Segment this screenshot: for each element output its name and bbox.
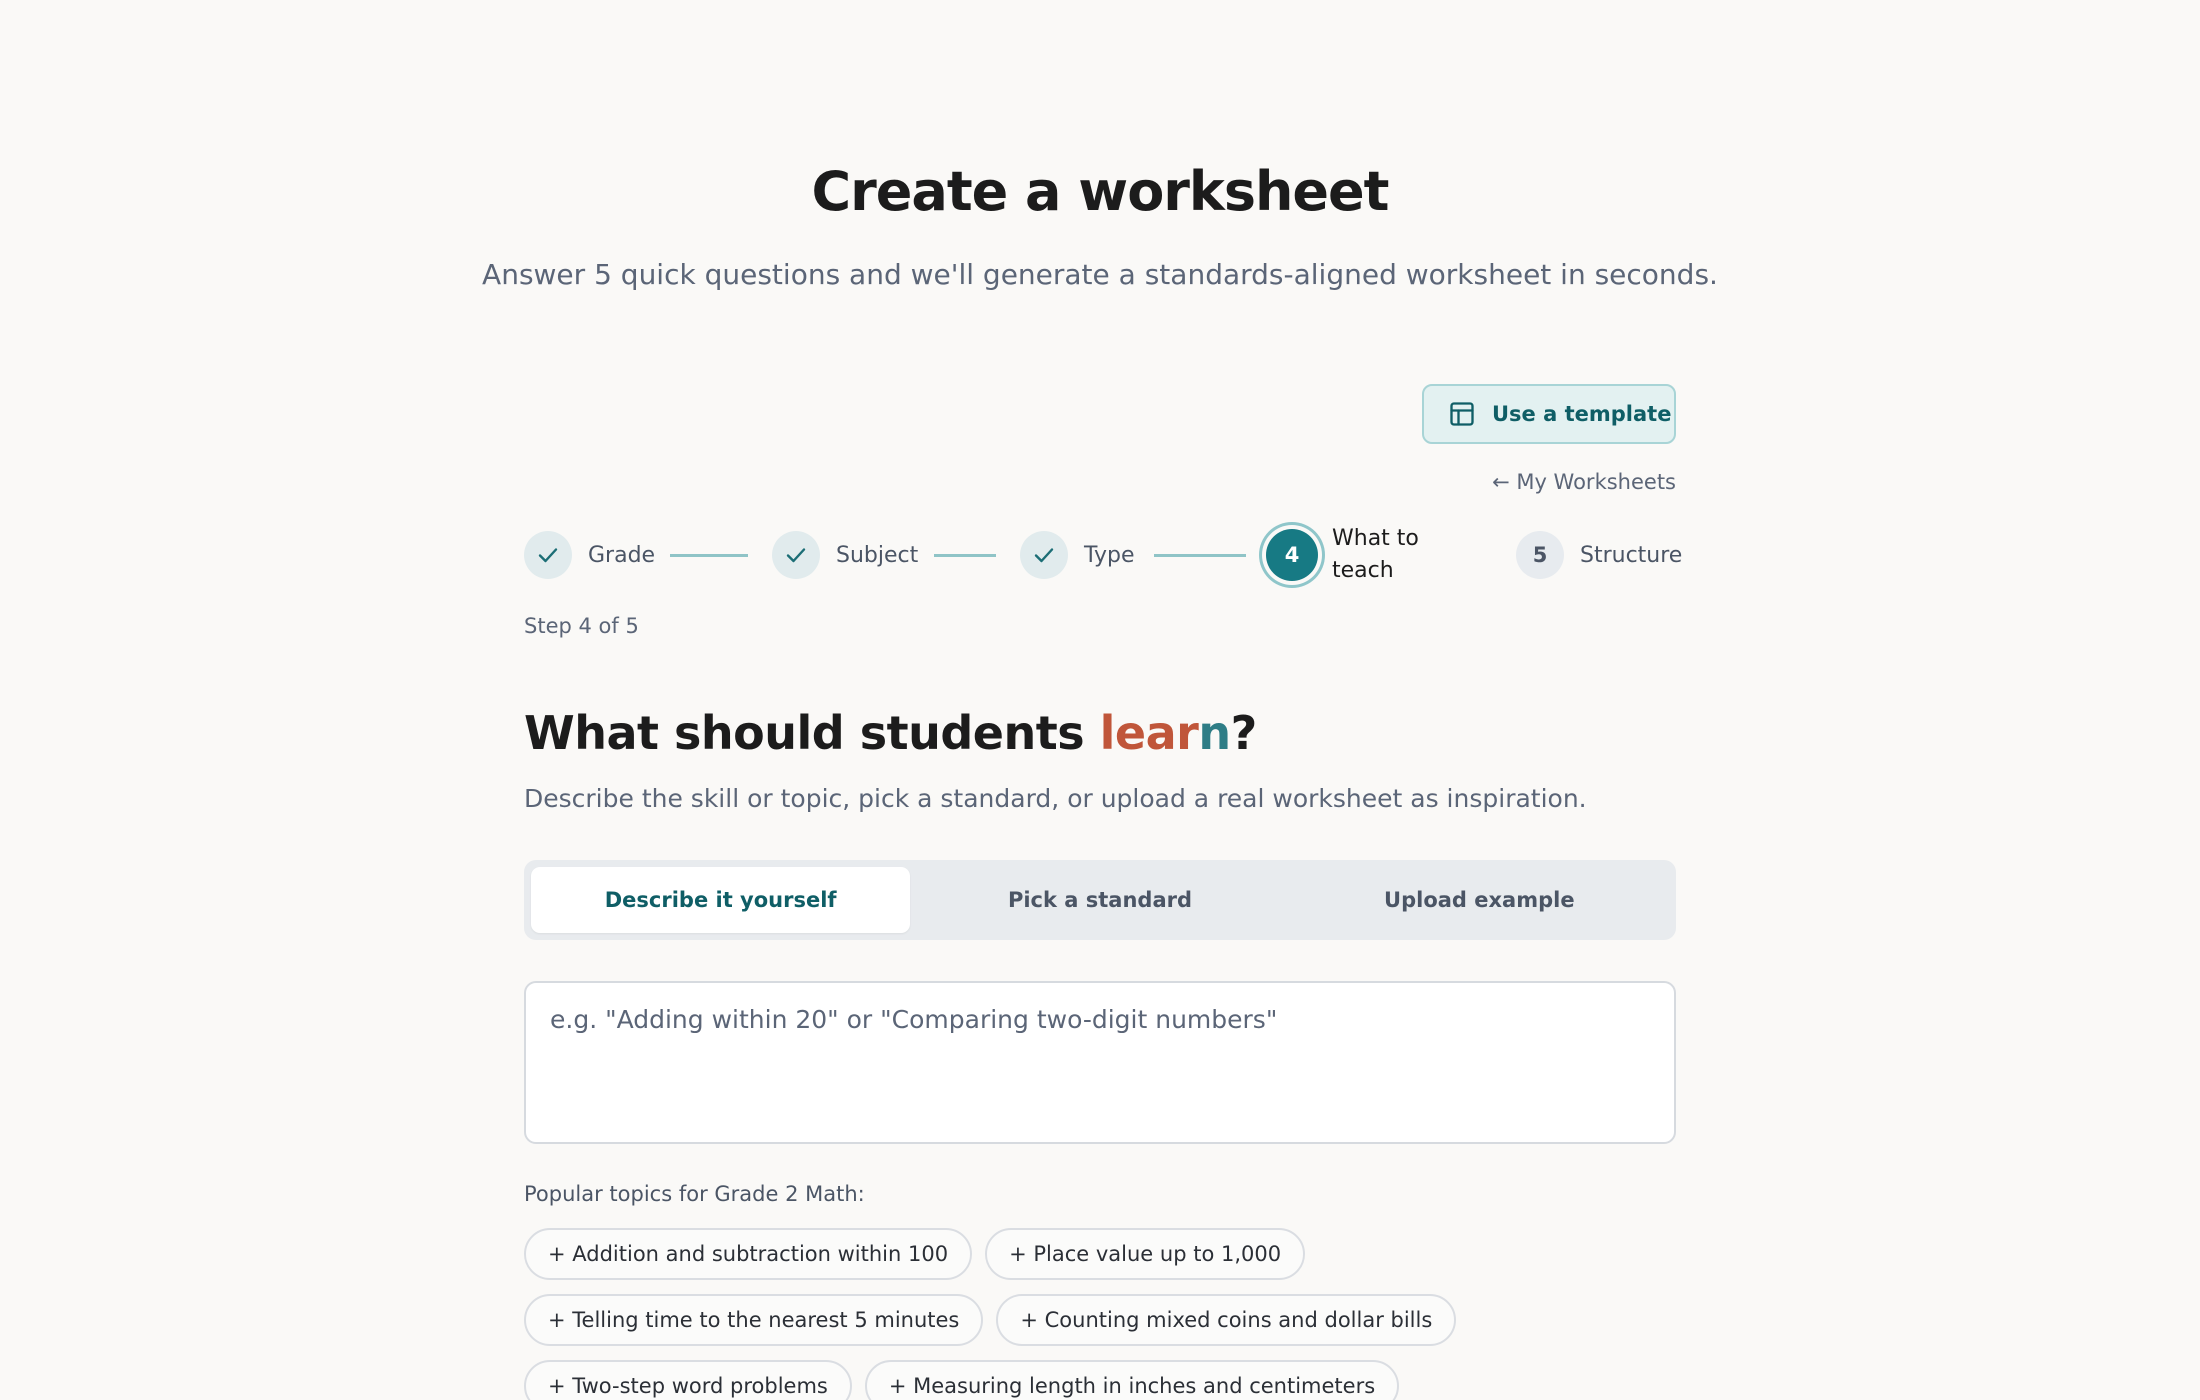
- step-subject[interactable]: [772, 522, 918, 588]
- topic-description-input[interactable]: [524, 981, 1676, 1144]
- question-title: [524, 706, 1257, 760]
- step-label: Type: [1084, 542, 1135, 568]
- step-what-to-teach[interactable]: [1266, 522, 1442, 588]
- topic-chip[interactable]: + Counting mixed coins and dollar bills: [996, 1294, 1456, 1346]
- tab-pick-a-standard[interactable]: Pick a standard: [1007, 888, 1193, 912]
- step-grade[interactable]: [524, 522, 655, 588]
- topic-chip[interactable]: + Measuring length in inches and centimeters: [865, 1360, 1399, 1400]
- step-label: Structure: [1580, 542, 1683, 568]
- step-connector: [934, 554, 996, 557]
- chip-row: [524, 1360, 1676, 1400]
- step-number-badge: 4: [1266, 529, 1318, 581]
- page-subtitle: Answer 5 quick questions and we'll generate a standards-aligned worksheet in seconds.: [482, 258, 1718, 291]
- question-title-accent: lear: [1099, 706, 1199, 760]
- use-template-button[interactable]: [1422, 384, 1676, 444]
- topic-chip[interactable]: + Place value up to 1,000: [985, 1228, 1305, 1280]
- question-title-suffix: ?: [1230, 706, 1257, 760]
- popular-topics-list: [524, 1228, 1676, 1400]
- check-icon: [536, 543, 560, 567]
- step-connector: [670, 554, 748, 557]
- check-icon: [784, 543, 808, 567]
- topic-chip[interactable]: + Telling time to the nearest 5 minutes: [524, 1294, 983, 1346]
- chip-row: [524, 1294, 1676, 1346]
- step-structure[interactable]: [1516, 522, 1682, 588]
- chip-row: [524, 1228, 1676, 1280]
- popular-topics-label: Popular topics for Grade 2 Math:: [524, 1182, 865, 1206]
- use-template-label: Use a template: [1492, 402, 1672, 426]
- tab-describe-it-yourself[interactable]: Describe it yourself: [531, 867, 910, 933]
- progress-stepper: [524, 522, 1683, 588]
- step-connector: [1154, 554, 1246, 557]
- step-complete-badge: [1020, 531, 1068, 579]
- page-title: Create a worksheet: [811, 160, 1389, 223]
- step-label: Grade: [588, 542, 656, 568]
- step-number-badge: 5: [1516, 531, 1564, 579]
- topic-chip[interactable]: + Two-step word problems: [524, 1360, 852, 1400]
- step-label: What to teach: [1332, 526, 1419, 583]
- step-complete-badge: [524, 531, 572, 579]
- question-title-accent-end: n: [1198, 706, 1231, 760]
- check-icon: [1032, 543, 1056, 567]
- tab-upload-example[interactable]: Upload example: [1384, 888, 1575, 912]
- step-progress-text: Step 4 of 5: [524, 614, 639, 638]
- my-worksheets-link[interactable]: ← My Worksheets: [1492, 470, 1676, 494]
- step-label: Subject: [836, 542, 919, 568]
- topic-chip[interactable]: + Addition and subtraction within 100: [524, 1228, 972, 1280]
- step-complete-badge: [772, 531, 820, 579]
- question-description: Describe the skill or topic, pick a standard, or upload a real worksheet as inspiration.: [524, 784, 1587, 813]
- step-type[interactable]: [1020, 522, 1135, 588]
- input-mode-tabs: [524, 860, 1676, 940]
- question-title-prefix: What should students: [524, 706, 1100, 760]
- layout-template-icon: [1448, 400, 1476, 428]
